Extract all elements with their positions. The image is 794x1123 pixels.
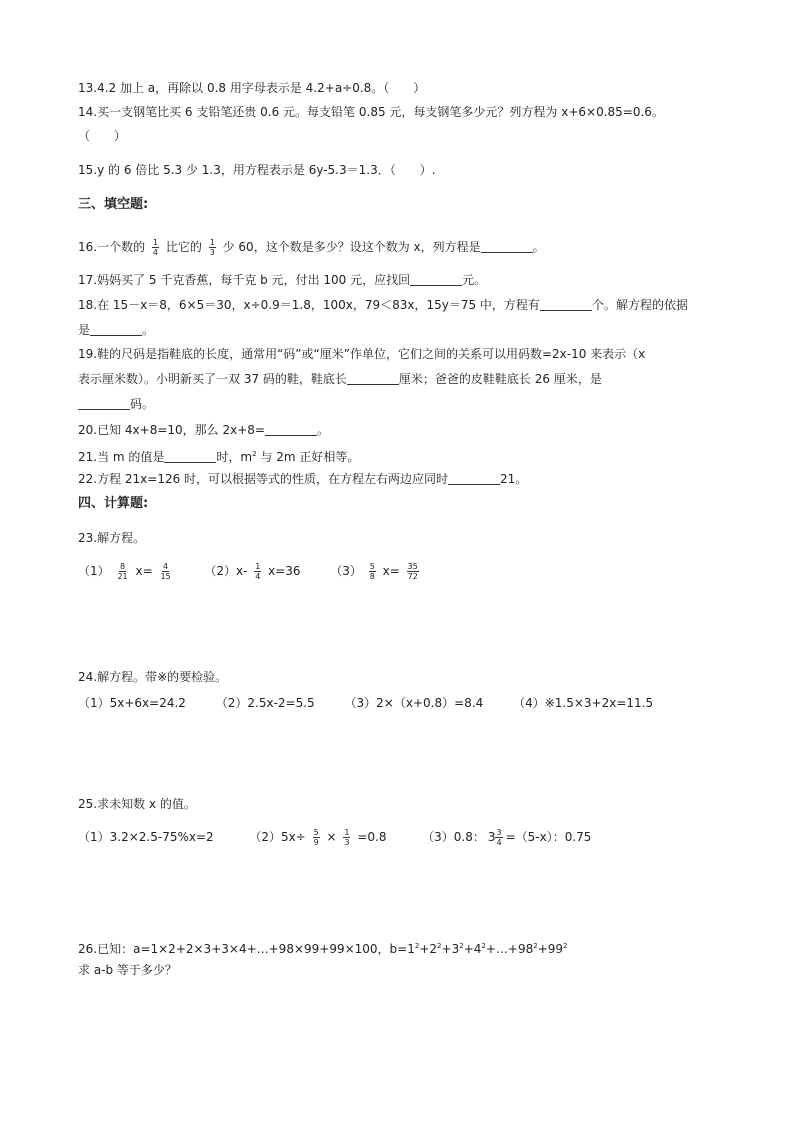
question-14-bracket: （ ） <box>78 129 127 143</box>
question-25-parts: （1）3.2×2.5-75%x=2 （2）5x÷ $\frac{5}{9}$ × $\frac{1}{3}$ =0.8 （3）0.8： 3 $\frac{3}{4}$ =（5-x）：0.75 <box>78 828 592 847</box>
fraction: $\frac{4}{15}$ <box>160 562 171 581</box>
question-19: 19.鞋的尺码是指鞋底的长度，通常用“码”或“厘米”作单位，它们之间的关系可以用码数=2x-10 来表示（x <box>78 347 646 361</box>
answer-blank[interactable] <box>347 372 399 385</box>
fraction: $\frac{5}{9}$ <box>313 828 319 847</box>
fraction: $\frac{1}{3}$ <box>344 828 350 847</box>
answer-blank[interactable] <box>481 240 533 253</box>
fraction: $\frac{1}{3}$ <box>209 238 215 257</box>
section-fill-blank-title: 三、填空题: <box>78 197 149 212</box>
answer-blank[interactable] <box>90 323 142 336</box>
question-18-line2: 是 。 <box>78 323 155 337</box>
answer-blank[interactable] <box>78 397 130 410</box>
question-19-line3: 码。 <box>78 396 154 412</box>
question-26: 26.已知：a=1×2+2×3+3×4+…+98×99+99×100，$b=1^2+2^2+3^2+4^2+\dots+98^2+99^2$ <box>78 942 568 956</box>
answer-blank[interactable] <box>164 450 216 463</box>
question-22: 22.方程 21x=126 时，可以根据等式的性质，在方程左右两边应同时 21。 <box>78 472 528 486</box>
fraction: $\frac{1}{4}$ <box>152 238 159 257</box>
question-15: 15.y 的 6 倍比 5.3 少 1.3，用方程表示是 6y-5.3＝1.3．（ ）. <box>78 163 436 177</box>
fraction: $\frac{1}{4}$ <box>255 562 261 581</box>
answer-blank[interactable] <box>410 273 462 286</box>
question-18: 18.在 15－x＝8，6×5＝30，x÷0.9＝1.8，100x，79＜83x，15y＝75 中，方程有 个。解方程的依据 <box>78 298 688 312</box>
question-17: 17.妈妈买了 5 千克香蕉，每千克 b 元，付出 100 元，应找回 元。 <box>78 273 487 287</box>
section-calculation-title: 四、计算题: <box>78 496 149 511</box>
question-16: 16.一个数的 $\frac{1}{4}$ 比它的 $\frac{1}{3}$ 少 60，这个数是多少？设这个数为 x，列方程是 。 <box>78 238 545 257</box>
question-13: 13.4.2 加上 a，再除以 0.8 用字母表示是 4.2+a÷0.8。（ ） <box>78 81 426 95</box>
question-24-parts: （1）5x+6x=24.2 （2）2.5x-2=5.5 （3）2×（x+0.8）=8.4 （4）※1.5×3+2x=11.5 <box>78 696 654 710</box>
fraction: $\frac{3}{4}$ <box>496 828 502 847</box>
answer-blank[interactable] <box>448 472 500 485</box>
question-23-title: 23.解方程。 <box>78 531 146 545</box>
question-26-line2: 求 a-b 等于多少？ <box>78 963 177 977</box>
question-14: 14.买一支钢笔比买 6 支铅笔还贵 0.6 元。每支铅笔 0.85 元，每支钢笔多少元？列方程为 x+6×0.85=0.6。 <box>78 105 664 119</box>
fraction: $\frac{35}{72}$ <box>407 562 418 581</box>
question-21: 21.当 m 的值是 时，$m^2$ 与 2m 正好相等。 <box>78 450 360 464</box>
fraction: $\frac{5}{8}$ <box>369 562 375 581</box>
answer-blank[interactable] <box>265 423 317 436</box>
answer-blank[interactable] <box>540 298 592 311</box>
fraction: $\frac{8}{21}$ <box>117 562 128 581</box>
question-25-title: 25.求未知数 x 的值。 <box>78 797 196 811</box>
question-23-parts: （1） $\frac{8}{21}$ x= $\frac{4}{15}$ （2）x- $\frac{1}{4}$ x=36 （3） $\frac{5}{8}$ x= $\frac{35}{72}$ <box>78 562 418 581</box>
question-24-title: 24.解方程。带※的要检验。 <box>78 670 228 684</box>
question-19-line2: 表示厘米数）。小明新买了一双 37 码的鞋，鞋底长 厘米；爸爸的皮鞋鞋底长 26 厘米，是 <box>78 372 602 386</box>
question-20: 20.已知 4x+8=10，那么 2x+8= 。 <box>78 423 329 437</box>
